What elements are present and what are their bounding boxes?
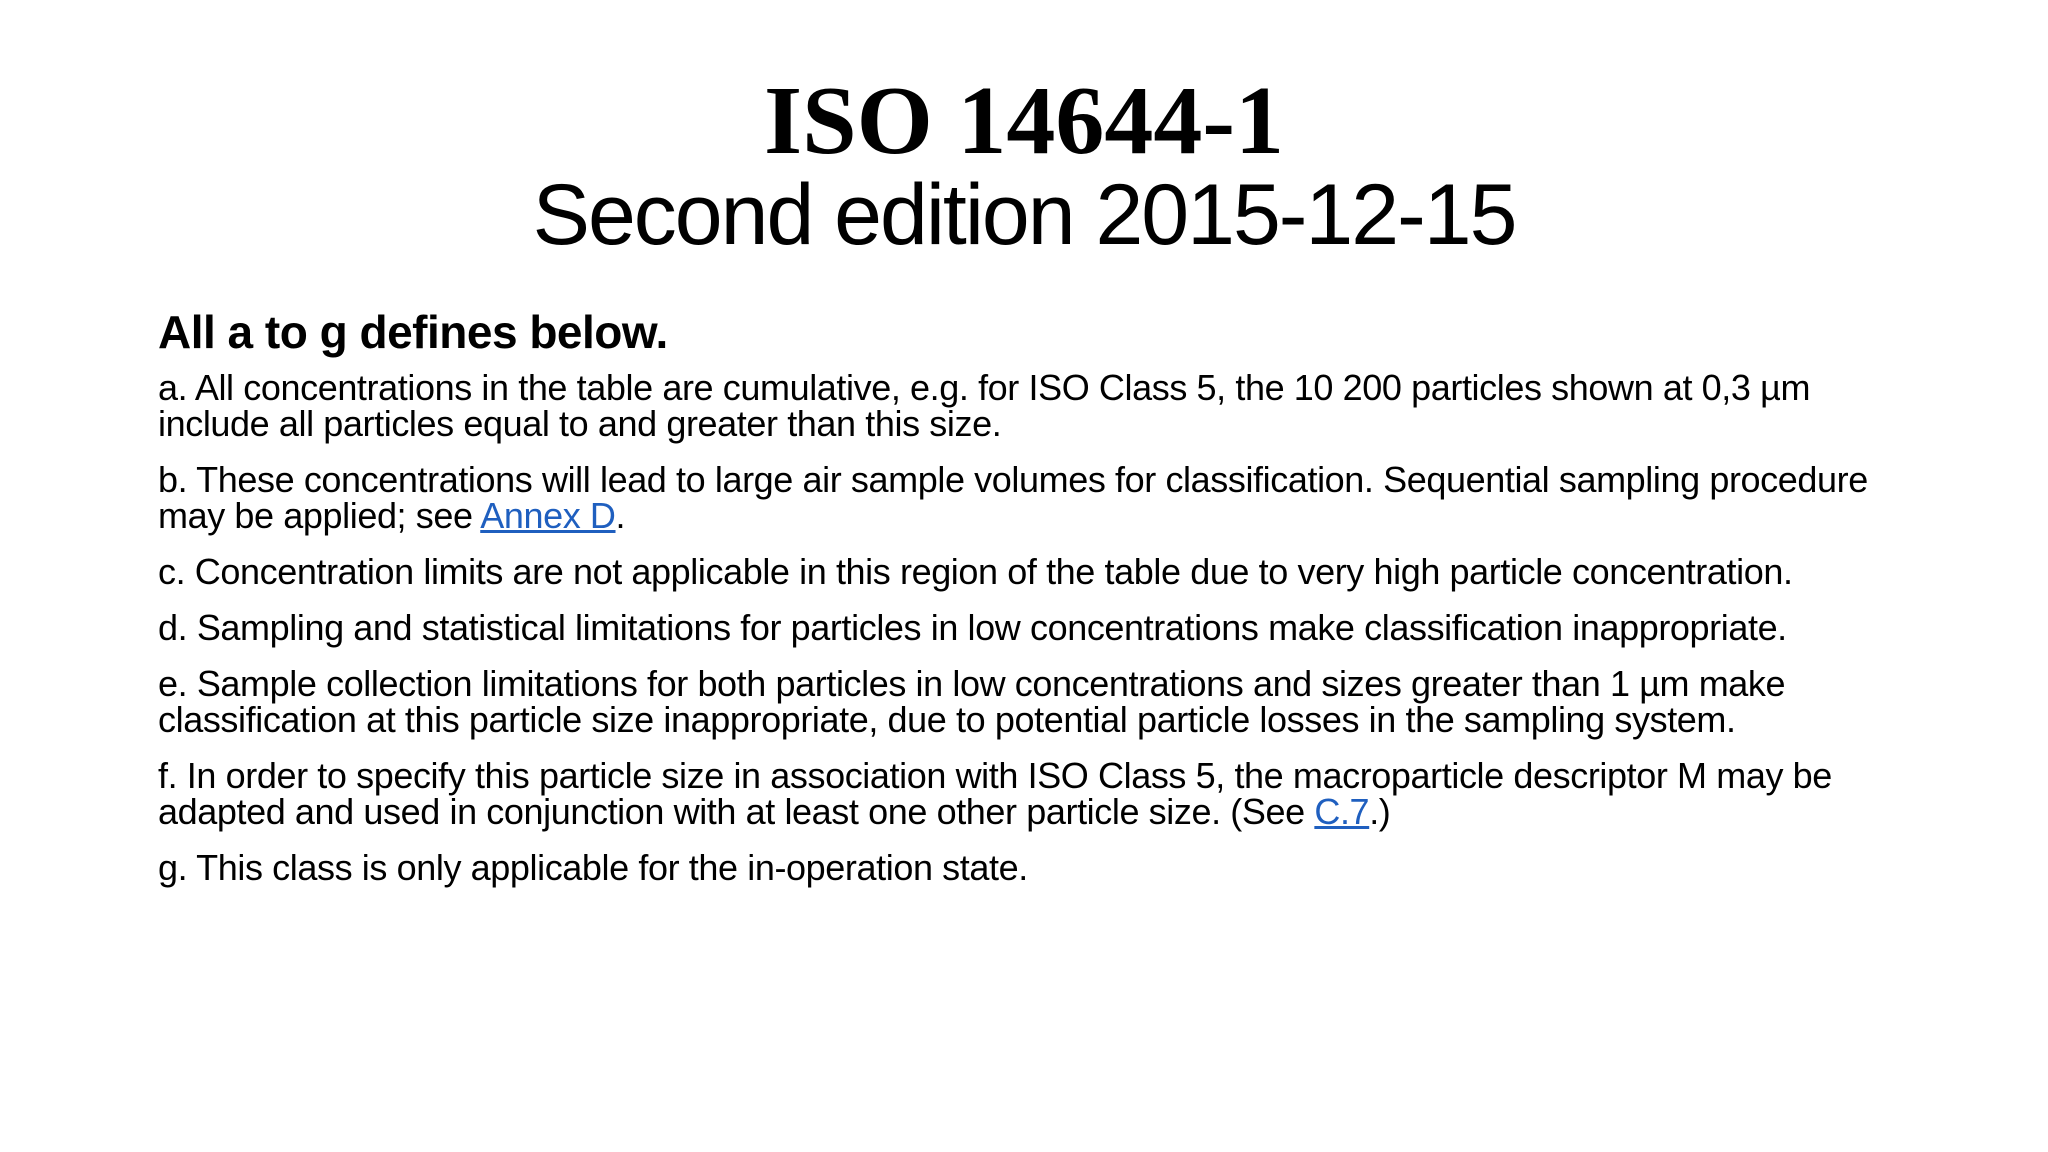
slide-title: ISO 14644-1 — [763, 67, 1284, 175]
note-b-text: b. These concentrations will lead to large air sample volumes for classification. Sequential sampling procedure may be applied; see — [158, 459, 1868, 536]
notes-body — [158, 306, 1918, 906]
note-d: d. Sampling and statistical limitations for particles in low concentrations make classification inappropriate. — [158, 607, 1787, 648]
annex-d-link[interactable]: Annex D — [480, 495, 616, 536]
note-a: a. All concentrations in the table are cumulative, e.g. for ISO Class 5, the 10 200 particles shown at 0,3 µm include all particles equal to and greater than this size. — [158, 367, 1811, 444]
note-g: g. This class is only applicable for the in-operation state. — [158, 847, 1028, 888]
note-f-text: f. In order to specify this particle size in association with ISO Class 5, the macroparticle descriptor M may be adapted and used in conjunction with at least one other particle size. (See — [158, 755, 1832, 832]
c7-link[interactable]: C.7 — [1314, 791, 1370, 832]
slide-subtitle: Second edition 2015-12-15 — [532, 167, 1516, 263]
note-f-suffix: .) — [1369, 791, 1391, 832]
note-b — [158, 459, 1918, 536]
note-f — [158, 755, 1918, 832]
note-b-suffix: . — [615, 495, 626, 536]
note-c: c. Concentration limits are not applicable in this region of the table due to very high particle concentration. — [158, 551, 1793, 592]
note-e: e. Sample collection limitations for both particles in low concentrations and sizes greater than 1 µm make classification at this particle size inappropriate, due to potential particle losses in the sampling system. — [158, 663, 1786, 740]
notes-intro: All a to g defines below. — [158, 306, 668, 358]
